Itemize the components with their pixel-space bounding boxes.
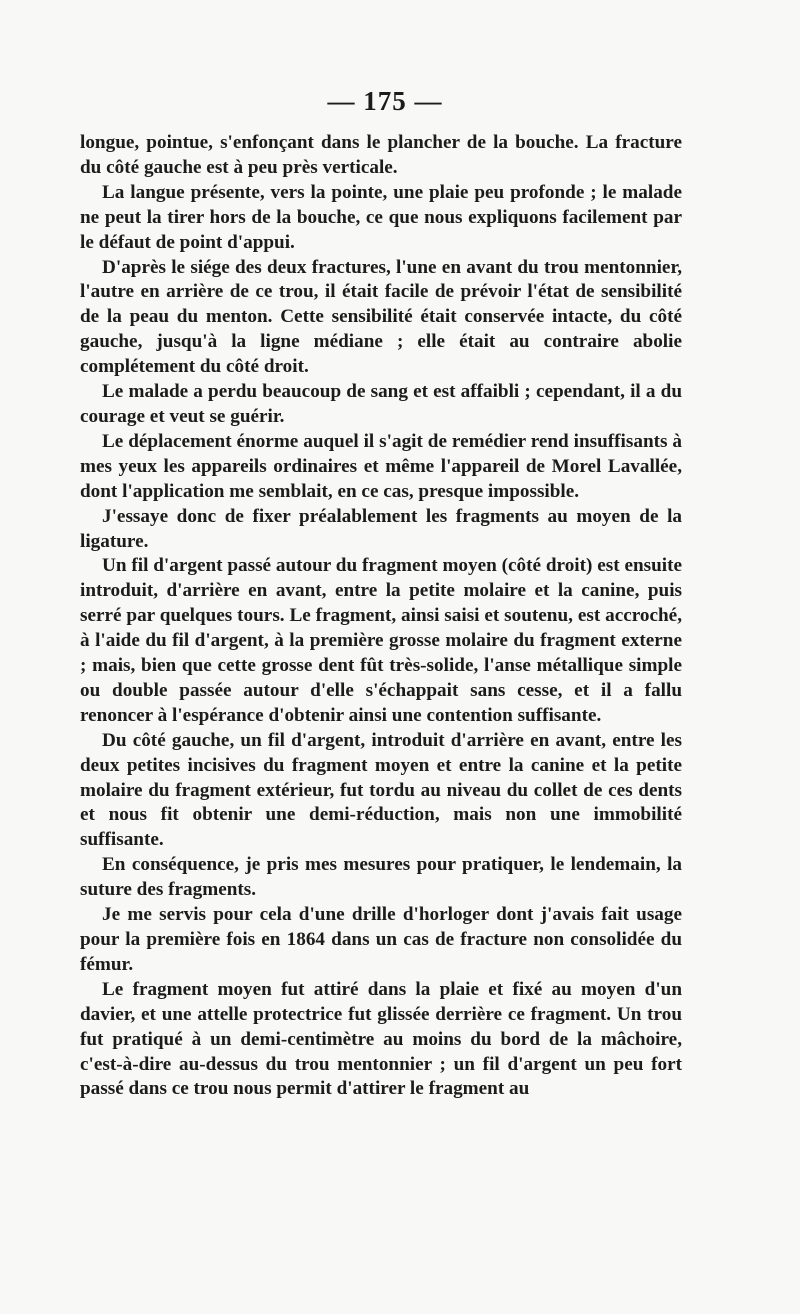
body-text	[80, 131, 682, 1102]
paragraph: J'essaye donc de fixer préalablement les fragments au moyen de la ligature.	[80, 505, 682, 552]
paragraph: Le malade a perdu beaucoup de sang et est affaibli ; cependant, il a du courage et veut se guérir.	[80, 381, 682, 427]
paragraph: Le fragment moyen fut attiré dans la plaie et fixé au moyen d'un davier, et une attelle protectrice fut glissée derrière ce fragment. Un trou fut pratiqué à un demi-centimètre au moins du bord de la mâchoire, c'est-à-dire au-dessus du trou mentonnier ; un fil d'argent un peu fort passé dans ce trou nous permit d'attirer le fragment au	[80, 978, 682, 1100]
paragraph: Je me servis pour cela d'une drille d'horloger dont j'avais fait usage pour la première fois en 1864 dans un cas de fracture non consolidée du fémur.	[80, 904, 682, 975]
paragraph: Le déplacement énorme auquel il s'agit de remédier rend insuffisants à mes yeux les appareils ordinaires et même l'appareil de Morel Lavallée, dont l'application me semblait, en ce cas, presque impossible.	[80, 430, 682, 502]
paragraph: D'après le siége des deux fractures, l'une en avant du trou mentonnier, l'autre en arrière de ce trou, il était facile de prévoir l'état de sensibilité de la peau du menton. Cette sensibilité était conservée intacte, du côté gauche, jusqu'à la ligne médiane ; elle était au contraire abolie complétement du côté droit.	[80, 256, 682, 378]
paragraph: Du côté gauche, un fil d'argent, introduit d'arrière en avant, entre les deux petites incisives du fragment moyen et entre la canine et la petite molaire du fragment extérieur, fut tordu au niveau du collet de ces dents et nous fit obtenir une demi-réduction, mais non une immobilité suffisante.	[80, 729, 682, 851]
paragraph: En conséquence, je pris mes mesures pour pratiquer, le lendemain, la suture des fragments.	[80, 854, 682, 901]
paragraph: longue, pointue, s'enfonçant dans le plancher de la bouche. La fracture du côté gauche est à peu près verticale.	[80, 132, 682, 178]
paragraph: Un fil d'argent passé autour du fragment moyen (côté droit) est ensuite introduit, d'arrière en avant, entre la petite molaire et la canine, puis serré par quelques tours. Le fragment, ainsi saisi et soutenu, est accroché, à l'aide du fil d'argent, à la première grosse molaire du fragment externe ; mais, bien que cette grosse dent fût très-solide, l'anse métallique simple ou double passée autour d'elle s'échappait sans cesse, et il a fallu renoncer à l'espérance d'obtenir ainsi une contention suffisante.	[80, 555, 682, 726]
page-number: — 175 —	[327, 86, 443, 116]
paragraph: La langue présente, vers la pointe, une plaie peu profonde ; le malade ne peut la tirer hors de la bouche, ce que nous expliquons facilement par le défaut de point d'appui.	[80, 181, 682, 253]
